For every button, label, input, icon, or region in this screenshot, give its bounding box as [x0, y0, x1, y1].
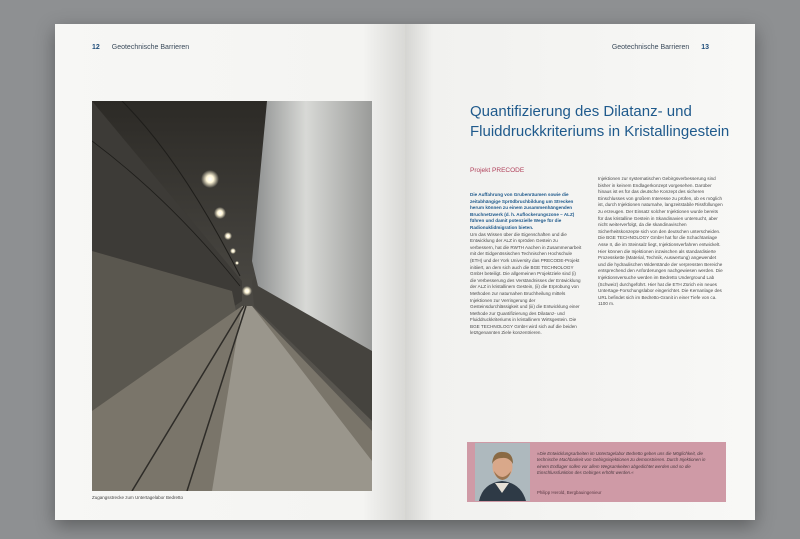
tunnel-photo — [92, 101, 372, 491]
left-page-number: 12 — [92, 44, 100, 51]
text-column-2 — [598, 176, 723, 308]
right-page-number: 13 — [701, 44, 709, 51]
text-column-1 — [470, 192, 582, 337]
project-subtitle: Projekt PRECODE — [470, 167, 525, 174]
right-running-head — [612, 44, 709, 51]
article-title: Quantifizierung des Dilatanz- und Fluiddruckkriteriums in Kristallingestein — [470, 103, 730, 140]
body-paragraph-2: Injektionen zur systematischen Gebirgsverbesserung sind bisher in keinem Endlagerkonzept vorgesehen. Darüber hinaus ist es für das deutsche Konzept des sicheren Einschlusses von großem Interesse zu prüfen, ob es möglich ist, durch Injektionen naturnahe, langzeitstabile Rissfüllungen zu erzeugen. Der Einsatz solcher Injektionen wurde bereits für das kristalline Gestein in Skandinavien untersucht, aber nicht weiterverfolgt, da die skandinavischen Sicherheitskonzepte sich von den deutschen unterscheiden. Die BGE TECHNOLOGY GmbH hat für die Schachtanlage Asse II, die im Steinsalz liegt, Injektionsverfahren entwickelt. Hier können die Injektionen inzwischen als standardisierte Prozesskette (Material, Technik, Auswertung) angewendet und die hydraulischen Widerstände der verpressten Bereiche entsprechend den Anforderungen nachgewiesen werden. Die Injektionsversuche werden im Bedretto Underground Lab (Schweiz) durchgeführt. Hier hat die ETH Zürich ein neues Untertage-Forschungslabor eingerichtet. Die Kernanlage des URL befindet sich im Bedretto-Granit in einer Tiefe von ca. 1100 m. — [598, 176, 723, 307]
left-running-head — [92, 44, 189, 51]
quote-text: »Die Entwicklungsarbeiten im Untertagelabor Bedretto geben uns die Möglichkeit, die technische Machbarkeit von Gebirgsinjektionen zu demonstrieren. Durch Injektionen in einem Endlager sollen vor allem Wegsamkeiten abgedichtet werden und so die Einschlussfunktion des Gebirges erhöht werden.« — [537, 451, 706, 476]
right-page — [405, 24, 755, 520]
right-section-name: Geotechnische Barrieren — [611, 44, 690, 51]
left-section-name: Geotechnische Barrieren — [111, 44, 190, 51]
left-page — [55, 24, 405, 520]
quote-box — [467, 442, 726, 502]
brochure-spread — [55, 24, 755, 520]
author-portrait — [475, 443, 530, 501]
lead-paragraph: Die Auffahrung von Grubenräumen sowie die zeitabhängige Sprödbruchbildung um Strecken herum können zu einem zusammenhängenden Bruchnetzwerk (d. h. Auflockerungszone – ALZ) führen und damit potenzielle Wege für die Radionuklidmigration bieten. — [470, 192, 575, 230]
quote-author: Philipp Herold, Bergbauingenieur — [537, 490, 602, 495]
body-paragraph-1: Um das Wissen über die Eigenschaften und die Entwicklung der ALZ in spröden Gestein zu verbessern, hat die RWTH Aachen in Zusammenarbeit mit der Eidgenössischen Technischen Hochschule (ETH) und der York University das PRECODE-Projekt initiiert, an dem sich auch die BGE TECHNOLOGY GmbH beteiligt. Die allgemeinen Projektziele sind (i) die Verbesserung des Verständnisses der Entwicklung der ALZ in kristallinem Gestein, (ii) die Erprobung von Methoden zur naturnahen Bruchheilung mittels Injektionen zur Verringerung der Gesteinsdurchlässigkeit und (iii) die Entwicklung einer Methode zur Quantifizierung des Dilatanz- und Fluiddruckkriteriums in kristallinem Wirtsgestein. Die BGE TECHNOLOGY GmbH wird sich auf die beiden letztgenannten Ziele konzentrieren. — [470, 231, 582, 336]
photo-caption: Zugangsstrecke zum Untertagelabor Bedretto — [92, 495, 184, 500]
